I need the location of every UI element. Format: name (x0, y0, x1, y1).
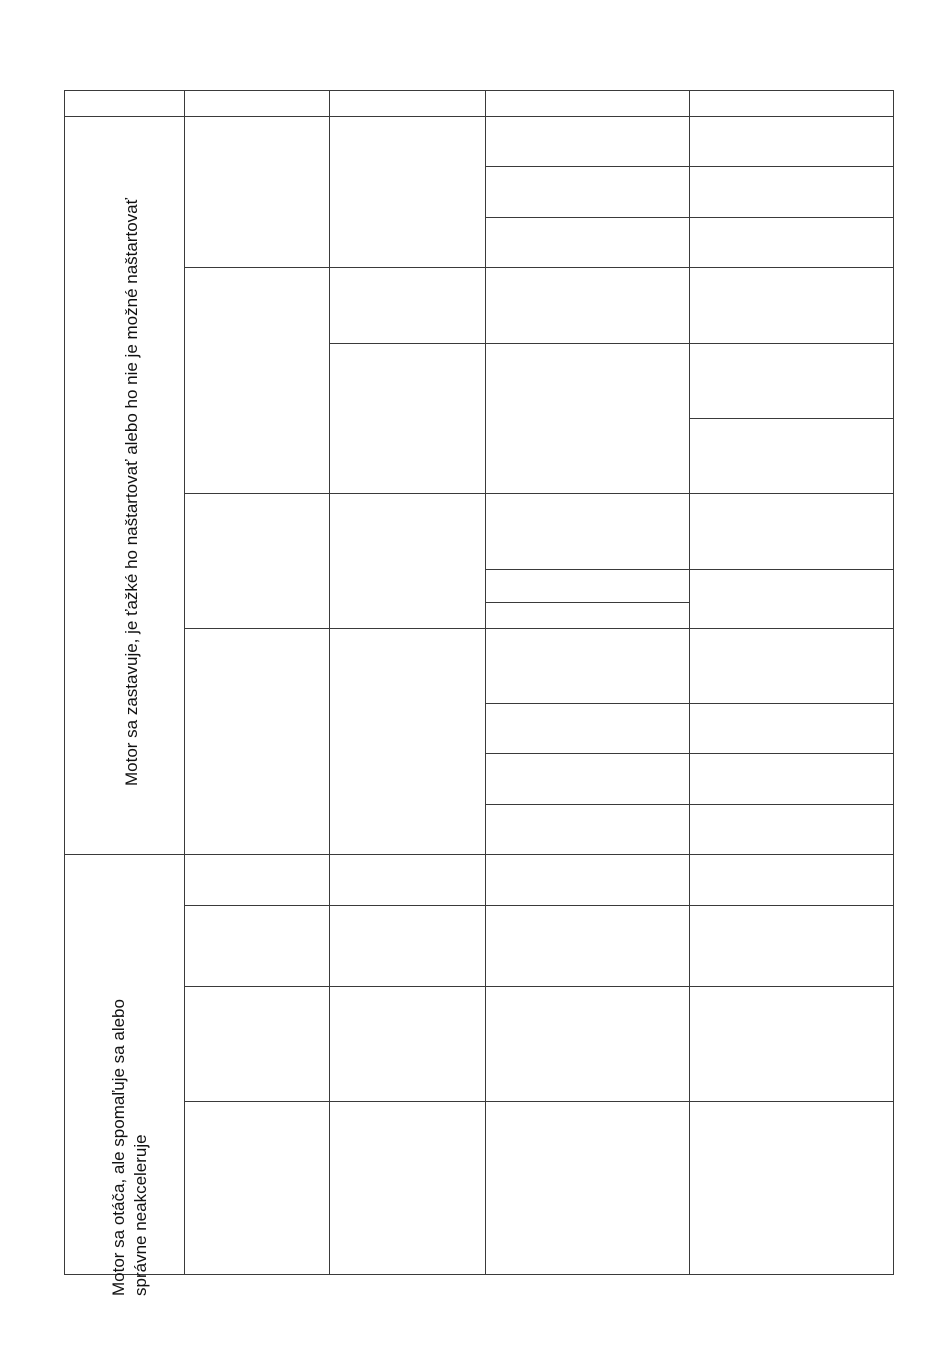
table-horizontal-rule (485, 602, 690, 603)
table-horizontal-rule (485, 804, 894, 805)
table-horizontal-rule (184, 986, 894, 987)
table-horizontal-rule (689, 418, 894, 419)
table-horizontal-rule (184, 1101, 894, 1102)
table-horizontal-rule (329, 343, 894, 344)
group-label-engine-stalls: Motor sa zastavuje, je ťažké ho naštartovať alebo ho nie je možné naštartovať (122, 197, 141, 786)
table-vertical-rule (64, 90, 65, 1275)
table-horizontal-rule (64, 1274, 894, 1275)
table-horizontal-rule (485, 569, 894, 570)
table-horizontal-rule (485, 166, 894, 167)
group-label-engine-slows: Motor sa otáča, ale spomaľuje sa alebo správne neakceleruje (109, 999, 150, 1296)
table-horizontal-rule (64, 90, 894, 91)
table-horizontal-rule (64, 116, 894, 117)
table-horizontal-rule (184, 493, 894, 494)
table-horizontal-rule (184, 628, 894, 629)
table-horizontal-rule (64, 854, 894, 855)
table-horizontal-rule (485, 703, 894, 704)
table-horizontal-rule (485, 217, 894, 218)
table-horizontal-rule (184, 905, 894, 906)
table-horizontal-rule (184, 267, 894, 268)
table-horizontal-rule (485, 753, 894, 754)
